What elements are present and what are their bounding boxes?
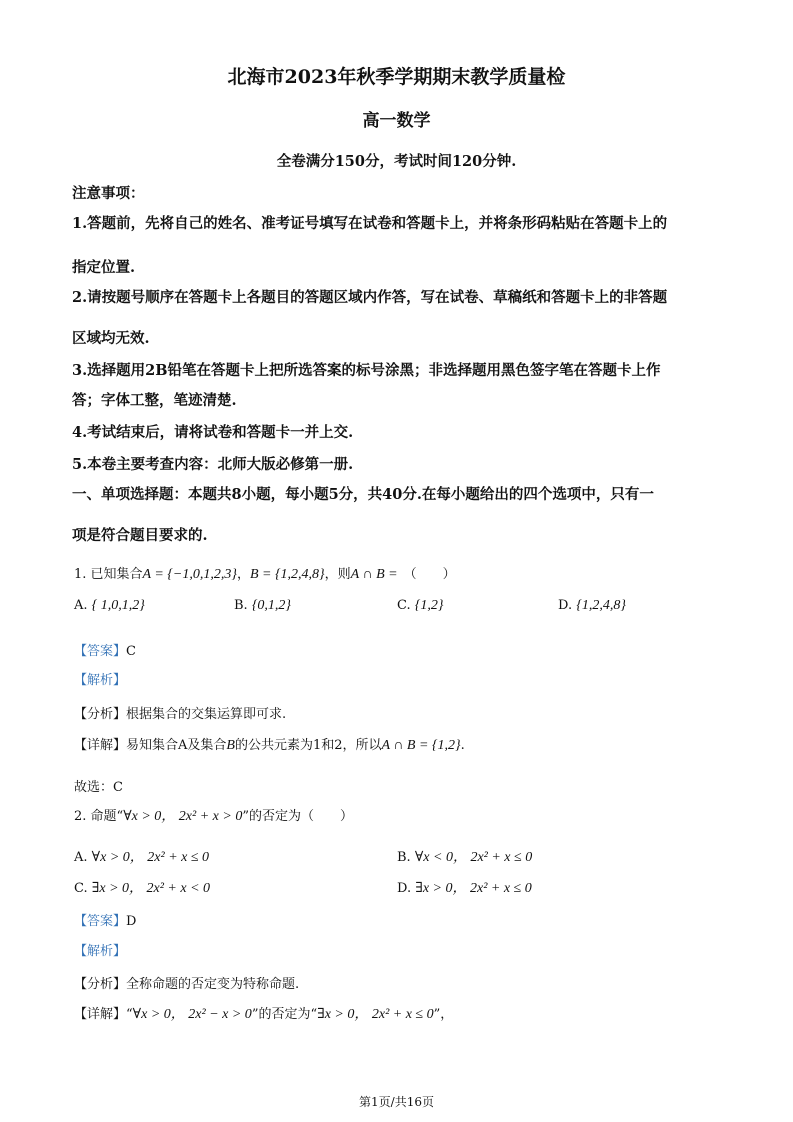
option-label: D. bbox=[397, 881, 412, 896]
option-value: { 1,0,1,2} bbox=[91, 598, 145, 613]
q2-option-d bbox=[397, 877, 532, 897]
detail-set-b: B bbox=[226, 738, 235, 753]
option-value: ∃x > 0， 2x² + x ≤ 0 bbox=[415, 881, 532, 896]
option-label: C. bbox=[397, 598, 411, 613]
option-label: B. bbox=[234, 598, 248, 613]
option-value: ∃x > 0， 2x² + x < 0 bbox=[91, 881, 211, 896]
notice-heading: 注意事项： bbox=[72, 185, 145, 202]
detail-end: . bbox=[460, 738, 465, 753]
q2-analysis-tag: 【解析】 bbox=[74, 944, 127, 959]
exam-info: 全卷满分150分，考试时间120分钟. bbox=[276, 153, 517, 170]
notice-line: 2.请按题号顺序在答题卡上各题目的答题区域内作答，写在试卷、草稿纸和答题卡上的非答题 bbox=[72, 289, 668, 306]
q1-analysis-tag: 【解析】 bbox=[74, 673, 127, 688]
q2-option-b bbox=[397, 846, 532, 866]
q2-option-a bbox=[74, 846, 209, 866]
answer-value: C bbox=[126, 644, 136, 659]
q2-option-c bbox=[74, 877, 210, 897]
option-value: ∀x < 0， 2x² + x ≤ 0 bbox=[414, 850, 533, 865]
q1-option-c bbox=[397, 598, 443, 614]
answer-value: D bbox=[126, 914, 137, 929]
detail-negation: ∃x > 0， 2x² + x ≤ 0 bbox=[317, 1007, 434, 1022]
question-2-stem bbox=[74, 805, 353, 825]
option-label: C. bbox=[74, 881, 88, 896]
detail-tag: 【详解】 bbox=[74, 738, 127, 753]
section-heading: 项是符合题目要求的. bbox=[72, 527, 208, 544]
q1-set-a: A = {−1,0,1,2,3} bbox=[142, 567, 237, 582]
notice-line: 指定位置. bbox=[72, 259, 136, 276]
q1-prefix: 1. 已知集合 bbox=[74, 567, 143, 582]
detail-statement: ∀x > 0， 2x² − x > 0 bbox=[132, 1007, 252, 1022]
q1-ask: ，则 bbox=[324, 567, 351, 582]
detail-quote: “ bbox=[126, 1007, 133, 1022]
q1-paren: （ ） bbox=[403, 567, 456, 582]
option-value: {1,2} bbox=[414, 598, 444, 613]
q2-prefix: 2. 命题“ bbox=[74, 809, 124, 824]
question-1-stem bbox=[74, 563, 456, 583]
q1-option-b bbox=[234, 598, 291, 614]
option-label: A. bbox=[74, 598, 88, 613]
subject-title: 高一数学 bbox=[362, 111, 431, 131]
section-heading: 一、单项选择题：本题共8小题，每小题5分，共40分.在每小题给出的四个选项中，只有一 bbox=[72, 486, 654, 503]
fenxi-tag: 【分析】 bbox=[74, 707, 127, 722]
detail-text: ”的否定为“ bbox=[251, 1007, 318, 1022]
q1-detail bbox=[74, 734, 465, 754]
notice-line: 4.考试结束后，请将试卷和答题卡一并上交. bbox=[72, 424, 354, 441]
detail-end: ”， bbox=[433, 1007, 454, 1022]
notice-line: 区域均无效. bbox=[72, 330, 150, 347]
page-footer: 第1页/共16页 bbox=[359, 1095, 434, 1109]
q1-set-b: B = {1,2,4,8} bbox=[249, 567, 325, 582]
fenxi-text: 根据集合的交集运算即可求. bbox=[126, 707, 287, 722]
q1-sep: ， bbox=[236, 567, 250, 582]
detail-expr: A ∩ B = {1,2} bbox=[381, 738, 461, 753]
option-value: {0,1,2} bbox=[251, 598, 292, 613]
option-value: ∀x > 0， 2x² + x ≤ 0 bbox=[91, 850, 210, 865]
option-label: D. bbox=[558, 598, 573, 613]
detail-tag: 【详解】 bbox=[74, 1007, 127, 1022]
q1-expr: A ∩ B = bbox=[350, 567, 398, 582]
answer-tag: 【答案】 bbox=[74, 914, 127, 929]
detail-text: 的公共元素为1和2，所以 bbox=[234, 738, 382, 753]
q2-answer bbox=[74, 910, 136, 929]
q1-conclusion: 故选：C bbox=[74, 780, 123, 795]
q1-option-d bbox=[558, 598, 626, 614]
q1-fenxi bbox=[74, 703, 286, 722]
q2-suffix: ”的否定为（ ） bbox=[242, 809, 353, 824]
q1-option-a bbox=[74, 598, 145, 614]
notice-line: 1.答题前，先将自己的姓名、准考证号填写在试卷和答题卡上，并将条形码粘贴在答题卡上的 bbox=[72, 215, 668, 232]
fenxi-tag: 【分析】 bbox=[74, 977, 127, 992]
fenxi-text: 全称命题的否定变为特称命题. bbox=[126, 977, 300, 992]
option-value: {1,2,4,8} bbox=[576, 598, 626, 613]
notice-line: 5.本卷主要考查内容：北师大版必修第一册. bbox=[72, 456, 354, 473]
q2-fenxi bbox=[74, 973, 299, 992]
notice-line: 3.选择题用2B铅笔在答题卡上把所选答案的标号涂黑；非选择题用黑色签字笔在答题卡上作 bbox=[72, 362, 661, 379]
answer-tag: 【答案】 bbox=[74, 644, 127, 659]
option-label: B. bbox=[397, 850, 411, 865]
q2-detail bbox=[74, 1003, 453, 1023]
q2-statement: ∀x > 0， 2x² + x > 0 bbox=[123, 809, 243, 824]
detail-text: 易知集合A及集合 bbox=[126, 738, 227, 753]
option-label: A. bbox=[74, 850, 88, 865]
exam-title: 北海市2023年秋季学期期末教学质量检 bbox=[227, 66, 566, 88]
notice-line: 答；字体工整，笔迹清楚. bbox=[72, 392, 237, 409]
q1-answer bbox=[74, 640, 136, 659]
